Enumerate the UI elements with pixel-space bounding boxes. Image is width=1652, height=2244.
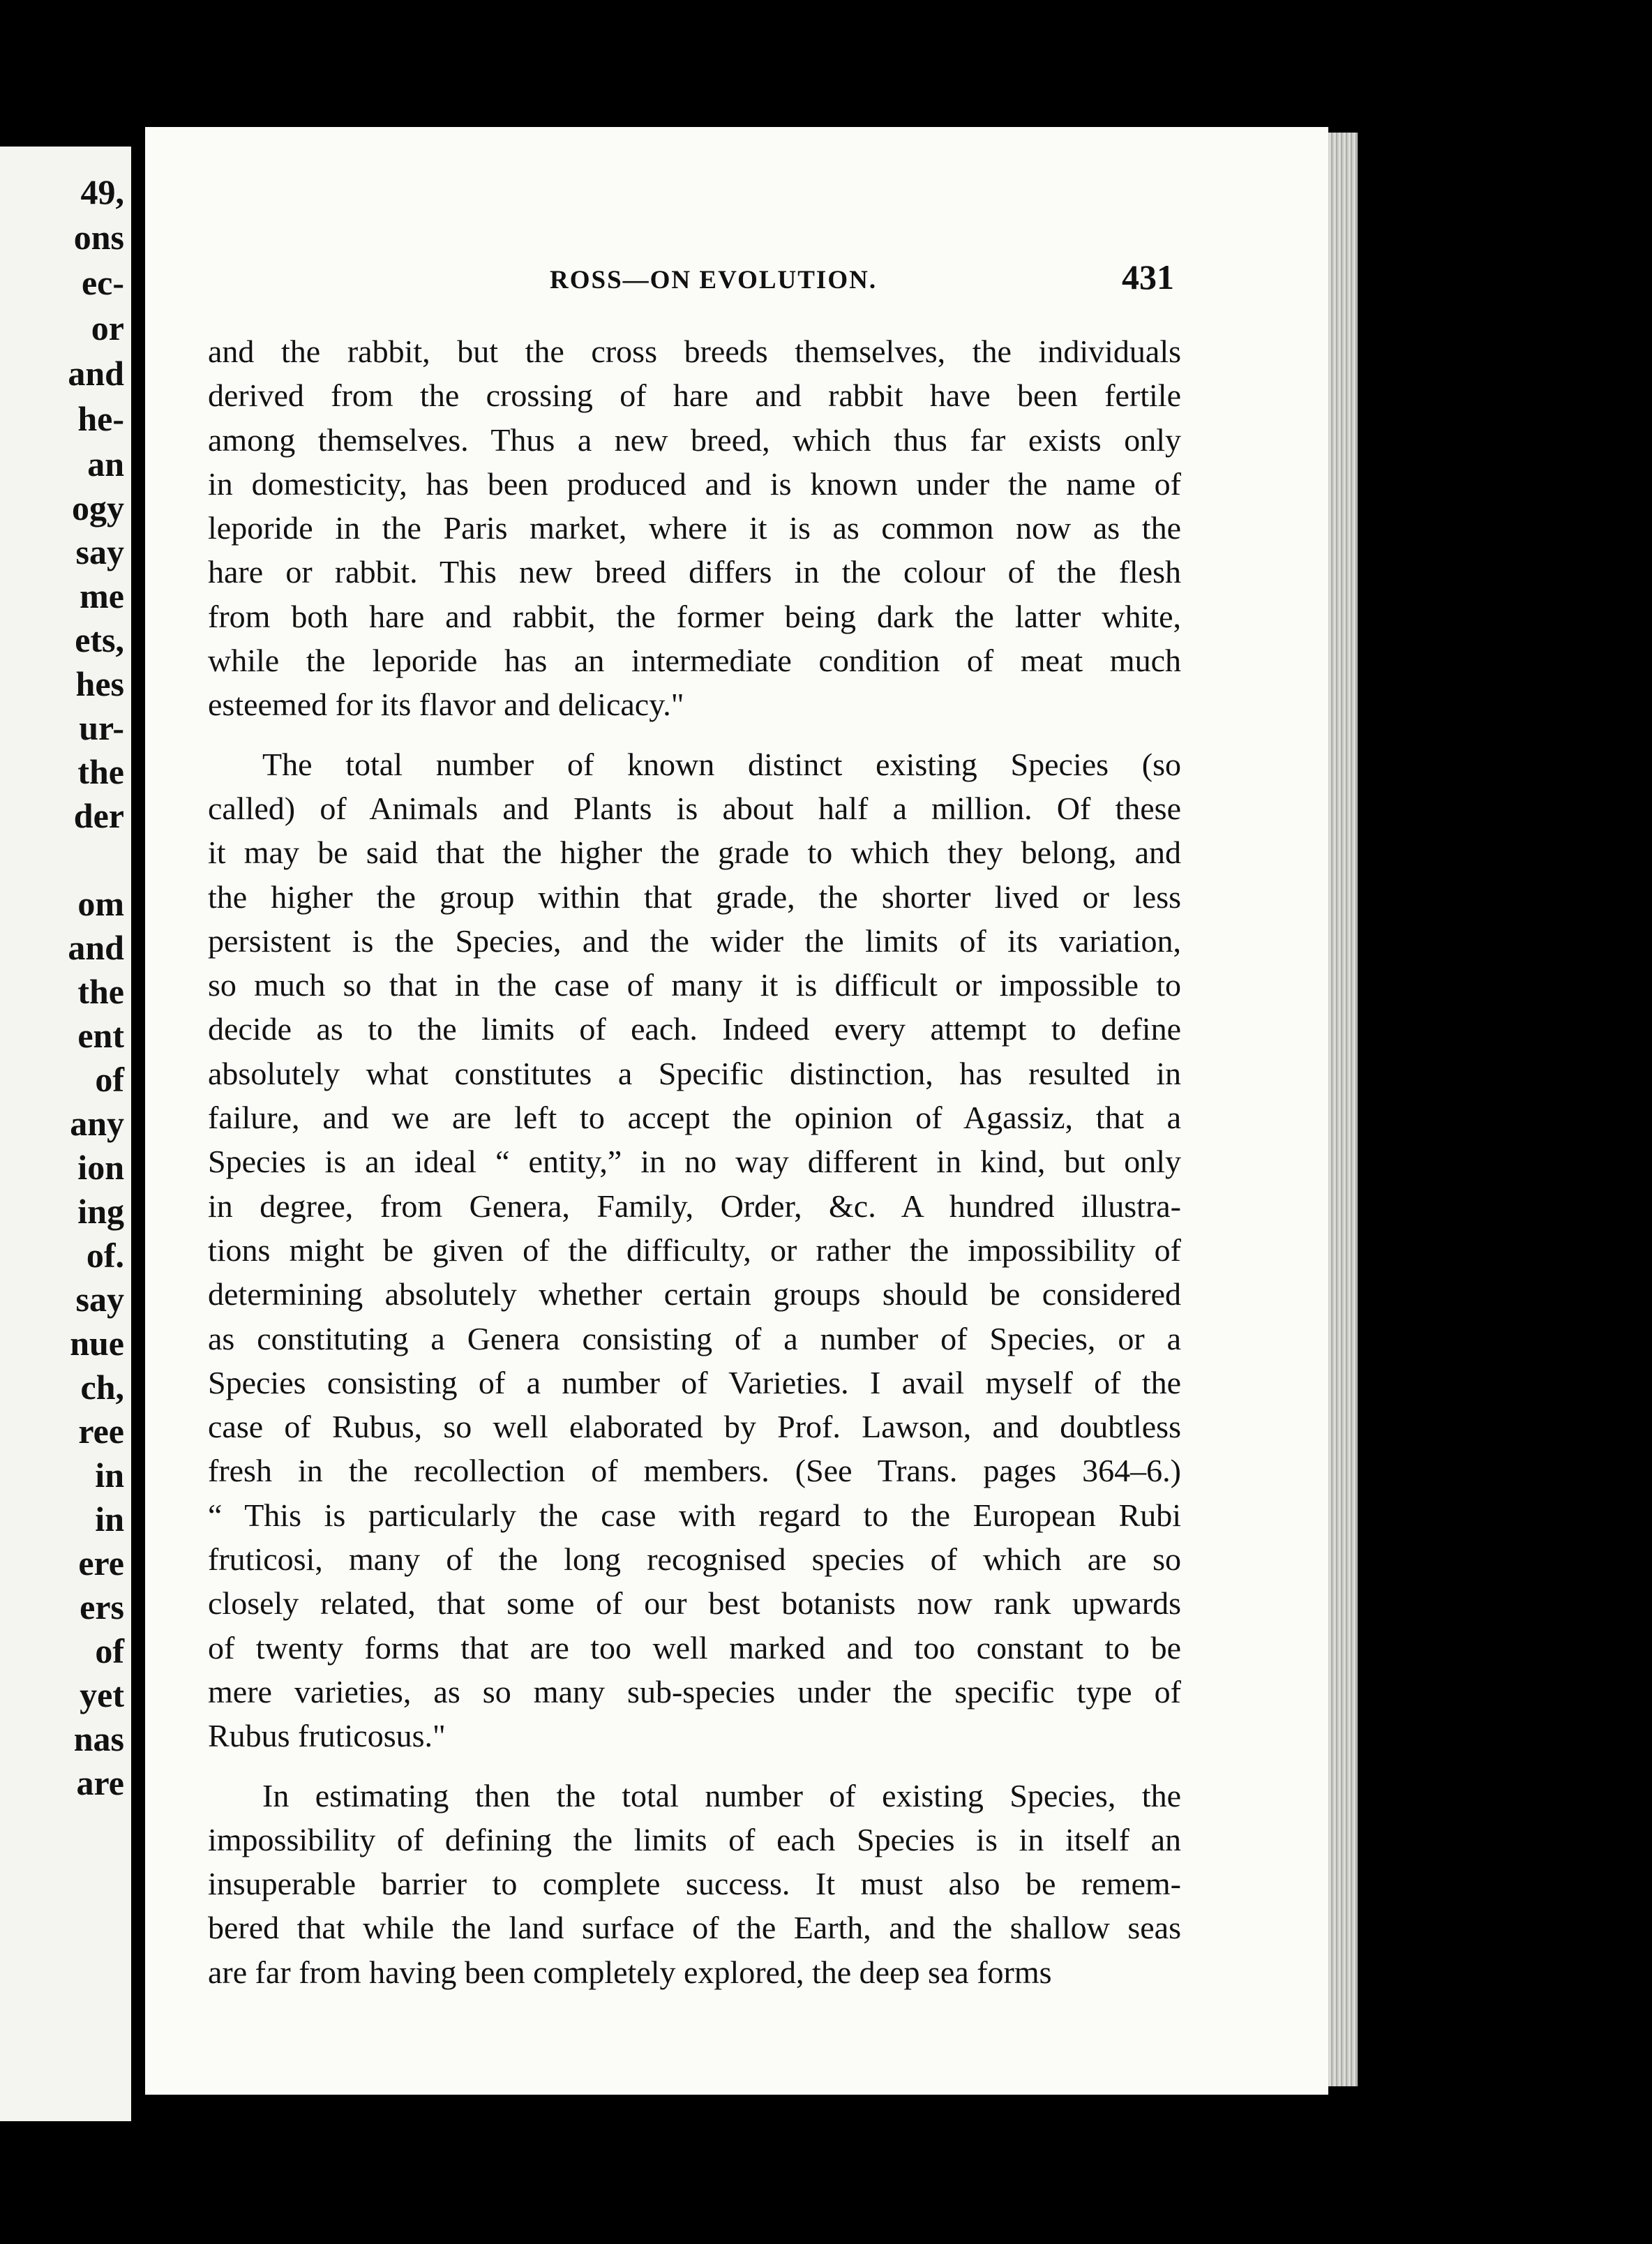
- facing-page-line-fragment: any: [70, 1104, 124, 1143]
- facing-page-line-fragment: ons: [73, 218, 124, 257]
- text-line: fruticosi, many of the long recognised species of which are so: [208, 1541, 1181, 1578]
- paragraph: [208, 742, 1181, 1758]
- paragraph-gap: [208, 727, 1181, 742]
- facing-page-line-fragment: hes: [75, 664, 124, 703]
- text-line: derived from the crossing of hare and rabbit have been fertile: [208, 377, 1181, 414]
- facing-page-line-fragment: of.: [86, 1236, 124, 1275]
- facing-page-fragment: [0, 147, 131, 2121]
- facing-page-line-fragment: ec-: [81, 263, 124, 302]
- text-line: determining absolutely whether certain groups should be considered: [208, 1276, 1181, 1312]
- facing-page-line-fragment: me: [80, 576, 124, 615]
- text-line: persistent is the Species, and the wider the limits of its variation,: [208, 922, 1181, 959]
- facing-page-line-fragment: an: [87, 444, 124, 484]
- running-head: ROSS—ON EVOLUTION.: [550, 266, 878, 294]
- text-line: insuperable barrier to complete success. It must also be remem-: [208, 1866, 1181, 1902]
- text-line: In estimating then the total number of existing Species, the: [262, 1777, 1181, 1813]
- text-line: failure, and we are left to accept the opinion of Agassiz, that a: [208, 1100, 1181, 1136]
- paragraph-gap: [208, 1758, 1181, 1774]
- text-line: closely related, that some of our best botanists now rank upwards: [208, 1585, 1181, 1622]
- page-header: [145, 257, 1192, 307]
- text-line: “ This is particularly the case with regard to the European Rubi: [208, 1497, 1181, 1533]
- text-line: esteemed for its flavor and delicacy.": [208, 687, 684, 723]
- facing-page-line-fragment: are: [76, 1763, 124, 1802]
- facing-page-line-fragment: ere: [78, 1543, 124, 1583]
- page-number: 431: [1122, 257, 1174, 297]
- facing-page-line-fragment: yet: [80, 1675, 124, 1714]
- facing-page-line-fragment: say: [75, 532, 124, 571]
- text-line: in degree, from Genera, Family, Order, &c. A hundred illustra-: [208, 1188, 1181, 1224]
- facing-page-line-fragment: of: [95, 1060, 124, 1099]
- facing-page-line-fragment: om: [77, 884, 124, 923]
- facing-page-line-fragment: der: [73, 796, 124, 835]
- text-line: in domesticity, has been produced and is known under the name of: [208, 465, 1181, 502]
- facing-page-line-fragment: in: [95, 1499, 124, 1539]
- paragraph: [208, 1774, 1181, 1994]
- facing-page-line-fragment: in: [95, 1456, 124, 1495]
- facing-page-line-fragment: ree: [78, 1412, 124, 1451]
- body-text: [208, 329, 1181, 1994]
- facing-page-line-fragment: and: [68, 354, 124, 393]
- text-line: bered that while the land surface of the Earth, and the shallow seas: [208, 1910, 1181, 1946]
- text-line: Species consisting of a number of Varieties. I avail myself of the: [208, 1364, 1181, 1400]
- facing-page-line-fragment: ch,: [80, 1368, 124, 1407]
- text-line: decide as to the limits of each. Indeed every attempt to define: [208, 1011, 1181, 1047]
- book-page: [145, 127, 1328, 2095]
- text-line: leporide in the Paris market, where it is as common now as the: [208, 510, 1181, 546]
- facing-page-line-fragment: ing: [77, 1192, 124, 1231]
- facing-page-line-fragment: ogy: [72, 488, 124, 528]
- text-line: fresh in the recollection of members. (See Trans. pages 364–6.): [208, 1453, 1181, 1489]
- text-line: hare or rabbit. This new breed differs in the colour of the flesh: [208, 554, 1181, 590]
- text-line: the higher the group within that grade, the shorter lived or less: [208, 878, 1181, 915]
- book-gutter: [131, 119, 145, 2142]
- facing-page-line-fragment: say: [75, 1280, 124, 1319]
- text-line: among themselves. Thus a new breed, which thus far exists only: [208, 421, 1181, 458]
- text-line: mere varieties, as so many sub-species under the specific type of: [208, 1673, 1181, 1710]
- text-line: it may be said that the higher the grade to which they belong, and: [208, 835, 1181, 871]
- text-line: of twenty forms that are too well marked and too constant to be: [208, 1629, 1181, 1666]
- text-line: are far from having been completely explored, the deep sea forms: [208, 1954, 1052, 1990]
- page-edge-stack: [1328, 133, 1358, 2086]
- text-line: absolutely what constitutes a Specific distinction, has resulted in: [208, 1055, 1181, 1091]
- facing-page-line-fragment: ets,: [75, 620, 124, 659]
- facing-page-line-fragment: ur-: [79, 708, 124, 747]
- text-line: The total number of known distinct existing Species (so: [262, 746, 1181, 782]
- facing-page-line-fragment: 49,: [80, 172, 124, 211]
- paragraph: [208, 329, 1181, 727]
- facing-page-line-fragment: of: [95, 1631, 124, 1670]
- text-line: Rubus fruticosus.": [208, 1718, 446, 1754]
- facing-page-line-fragment: and: [68, 928, 124, 967]
- facing-page-line-fragment: ers: [80, 1587, 124, 1626]
- facing-page-line-fragment: he-: [77, 399, 124, 438]
- text-line: from both hare and rabbit, the former being dark the latter white,: [208, 598, 1181, 634]
- text-line: as constituting a Genera consisting of a number of Species, or a: [208, 1320, 1181, 1356]
- text-line: called) of Animals and Plants is about half a million. Of these: [208, 790, 1181, 826]
- facing-page-line-fragment: ion: [77, 1148, 124, 1187]
- facing-page-line-fragment: the: [77, 752, 124, 791]
- text-line: tions might be given of the difficulty, or rather the impossibility of: [208, 1232, 1181, 1268]
- text-line: and the rabbit, but the cross breeds themselves, the individuals: [208, 334, 1181, 369]
- facing-page-line-fragment: nas: [73, 1719, 124, 1758]
- facing-page-line-fragment: or: [91, 308, 124, 347]
- facing-page-line-fragment: ent: [77, 1016, 124, 1055]
- text-line: case of Rubus, so well elaborated by Prof. Lawson, and doubtless: [208, 1409, 1181, 1445]
- text-line: while the leporide has an intermediate condition of meat much: [208, 643, 1181, 679]
- facing-page-line-fragment: the: [77, 972, 124, 1011]
- text-line: so much so that in the case of many it is difficult or impossible to: [208, 967, 1181, 1003]
- text-line: impossibility of defining the limits of each Species is in itself an: [208, 1821, 1181, 1857]
- text-line: Species is an ideal “ entity,” in no way different in kind, but only: [208, 1144, 1181, 1180]
- facing-page-line-fragment: nue: [70, 1324, 124, 1363]
